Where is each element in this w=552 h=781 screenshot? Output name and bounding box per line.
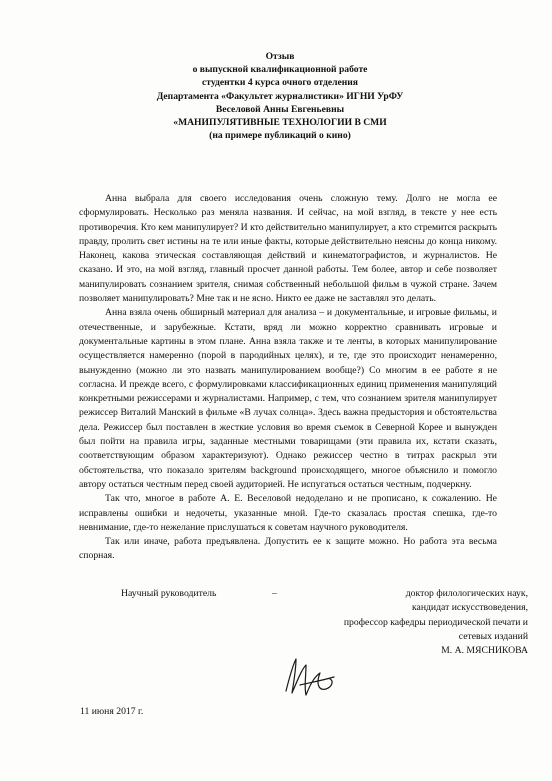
header-line: Департамента «Факультет журналистики» ИГНИ УрФУ <box>156 90 404 102</box>
paragraph: Так или иначе, работа предъявлена. Допустить ее к защите можно. Но работа эта весьма спорная. <box>79 536 497 562</box>
credential-line: кандидат искусствоведения, <box>411 602 528 614</box>
credential-line: профессор кафедры периодической печати и <box>343 616 528 628</box>
header-title: Отзыв <box>265 51 295 62</box>
paragraph: Анна взяла очень обширный материал для анализа – и документальные, и игровые фильмы, и отечественные, и зарубежные. Кстати, вряд ли можно корректно сравнивать игровые и документальные картины в этом плане. Анна взяла также и те ленты, в которых манипулирование осуществляется намеренно (порой в пародийных целях), и те, где это происходит ненамеренно, вынужденно (можно ли это назвать манипулированием вообще?) Со многим в ее работе я не согласна. И прежде всего, с формулировками классификационных единиц применения манипуляций конкретными режиссерами и журналистами. Например, с тем, что сознанием зрителя манипулирует режиссер Виталий Манский в фильме «В лучах солнца». Здесь важна предыстория и обстоятельства дела. Режиссер был поставлен в жесткие условия во время съемок в Северной Корее и вынужден был пойти на правила игры, заданные местными товарищами (эти правила их, кстати сказать, соответствующим образом характеризуют). Однако режиссер честно в титрах раскрыл эти обстоятельства, что показало зрителям background происходящего, многое объяснило и помогло автору остаться честным перед своей аудиторией. Не испугаться остаться честным, подчеркну. <box>79 307 497 490</box>
header-line: о выпускной квалификационной работе <box>192 64 368 76</box>
credential-line: сетевых изданий <box>458 630 528 642</box>
document-date: 11 июня 2017 г. <box>80 706 144 717</box>
paragraph: Так что, многое в работе А. Е. Веселовой недоделано и не прописано, к сожалению. Не исправлены ошибки и недочеты, указанные мной. Где-то сказалась простая спешка, где-то невнимание, где-то нежелание прислушаться к советам научного руководителя. <box>79 493 497 533</box>
header-line: студентки 4 курса очного отделения <box>202 77 358 89</box>
handwritten-signature <box>280 655 340 703</box>
supervisor-role: Научный руководитель <box>121 588 217 599</box>
header-line: (на примере публикаций о кино) <box>209 130 351 142</box>
header-line: «МАНИПУЛЯТИВНЫЕ ТЕХНОЛОГИИ В СМИ <box>173 117 387 129</box>
header-line: Веселовой Анны Евгеньевны <box>215 103 345 115</box>
signature-dash: – <box>272 588 277 599</box>
credential-line: доктор филологических наук, <box>405 588 528 599</box>
supervisor-credentials <box>290 587 528 658</box>
document-header <box>60 50 500 142</box>
paragraph: Анна выбрала для своего исследования очень сложную тему. Долго не могла ее сформулировать. Несколько раз меняла названия. И сейчас, на мой взгляд, в тексте у нее есть противоречия. Кто кем манипулирует? И кто действительно манипулирует, а кто стремится раскрыть правду, пролить свет истины на те или иные факты, которые действительно неясны до конца никому. Наконец, какова этическая составляющая действий и кинематографистов, и журналистов. Не сказано. И это, на мой взгляд, главный просчет данной работы. Тем более, автор и себе позволяет манипулировать сознанием зрителя, снимая собственный небольшой фильм в чужой стране. Зачем позволяет манипулировать? Мне так и не ясно. Никто ее даже не заставлял это делать. <box>79 193 497 305</box>
supervisor-name: М. А. МЯСНИКОВА <box>441 645 528 657</box>
review-body <box>79 192 497 564</box>
